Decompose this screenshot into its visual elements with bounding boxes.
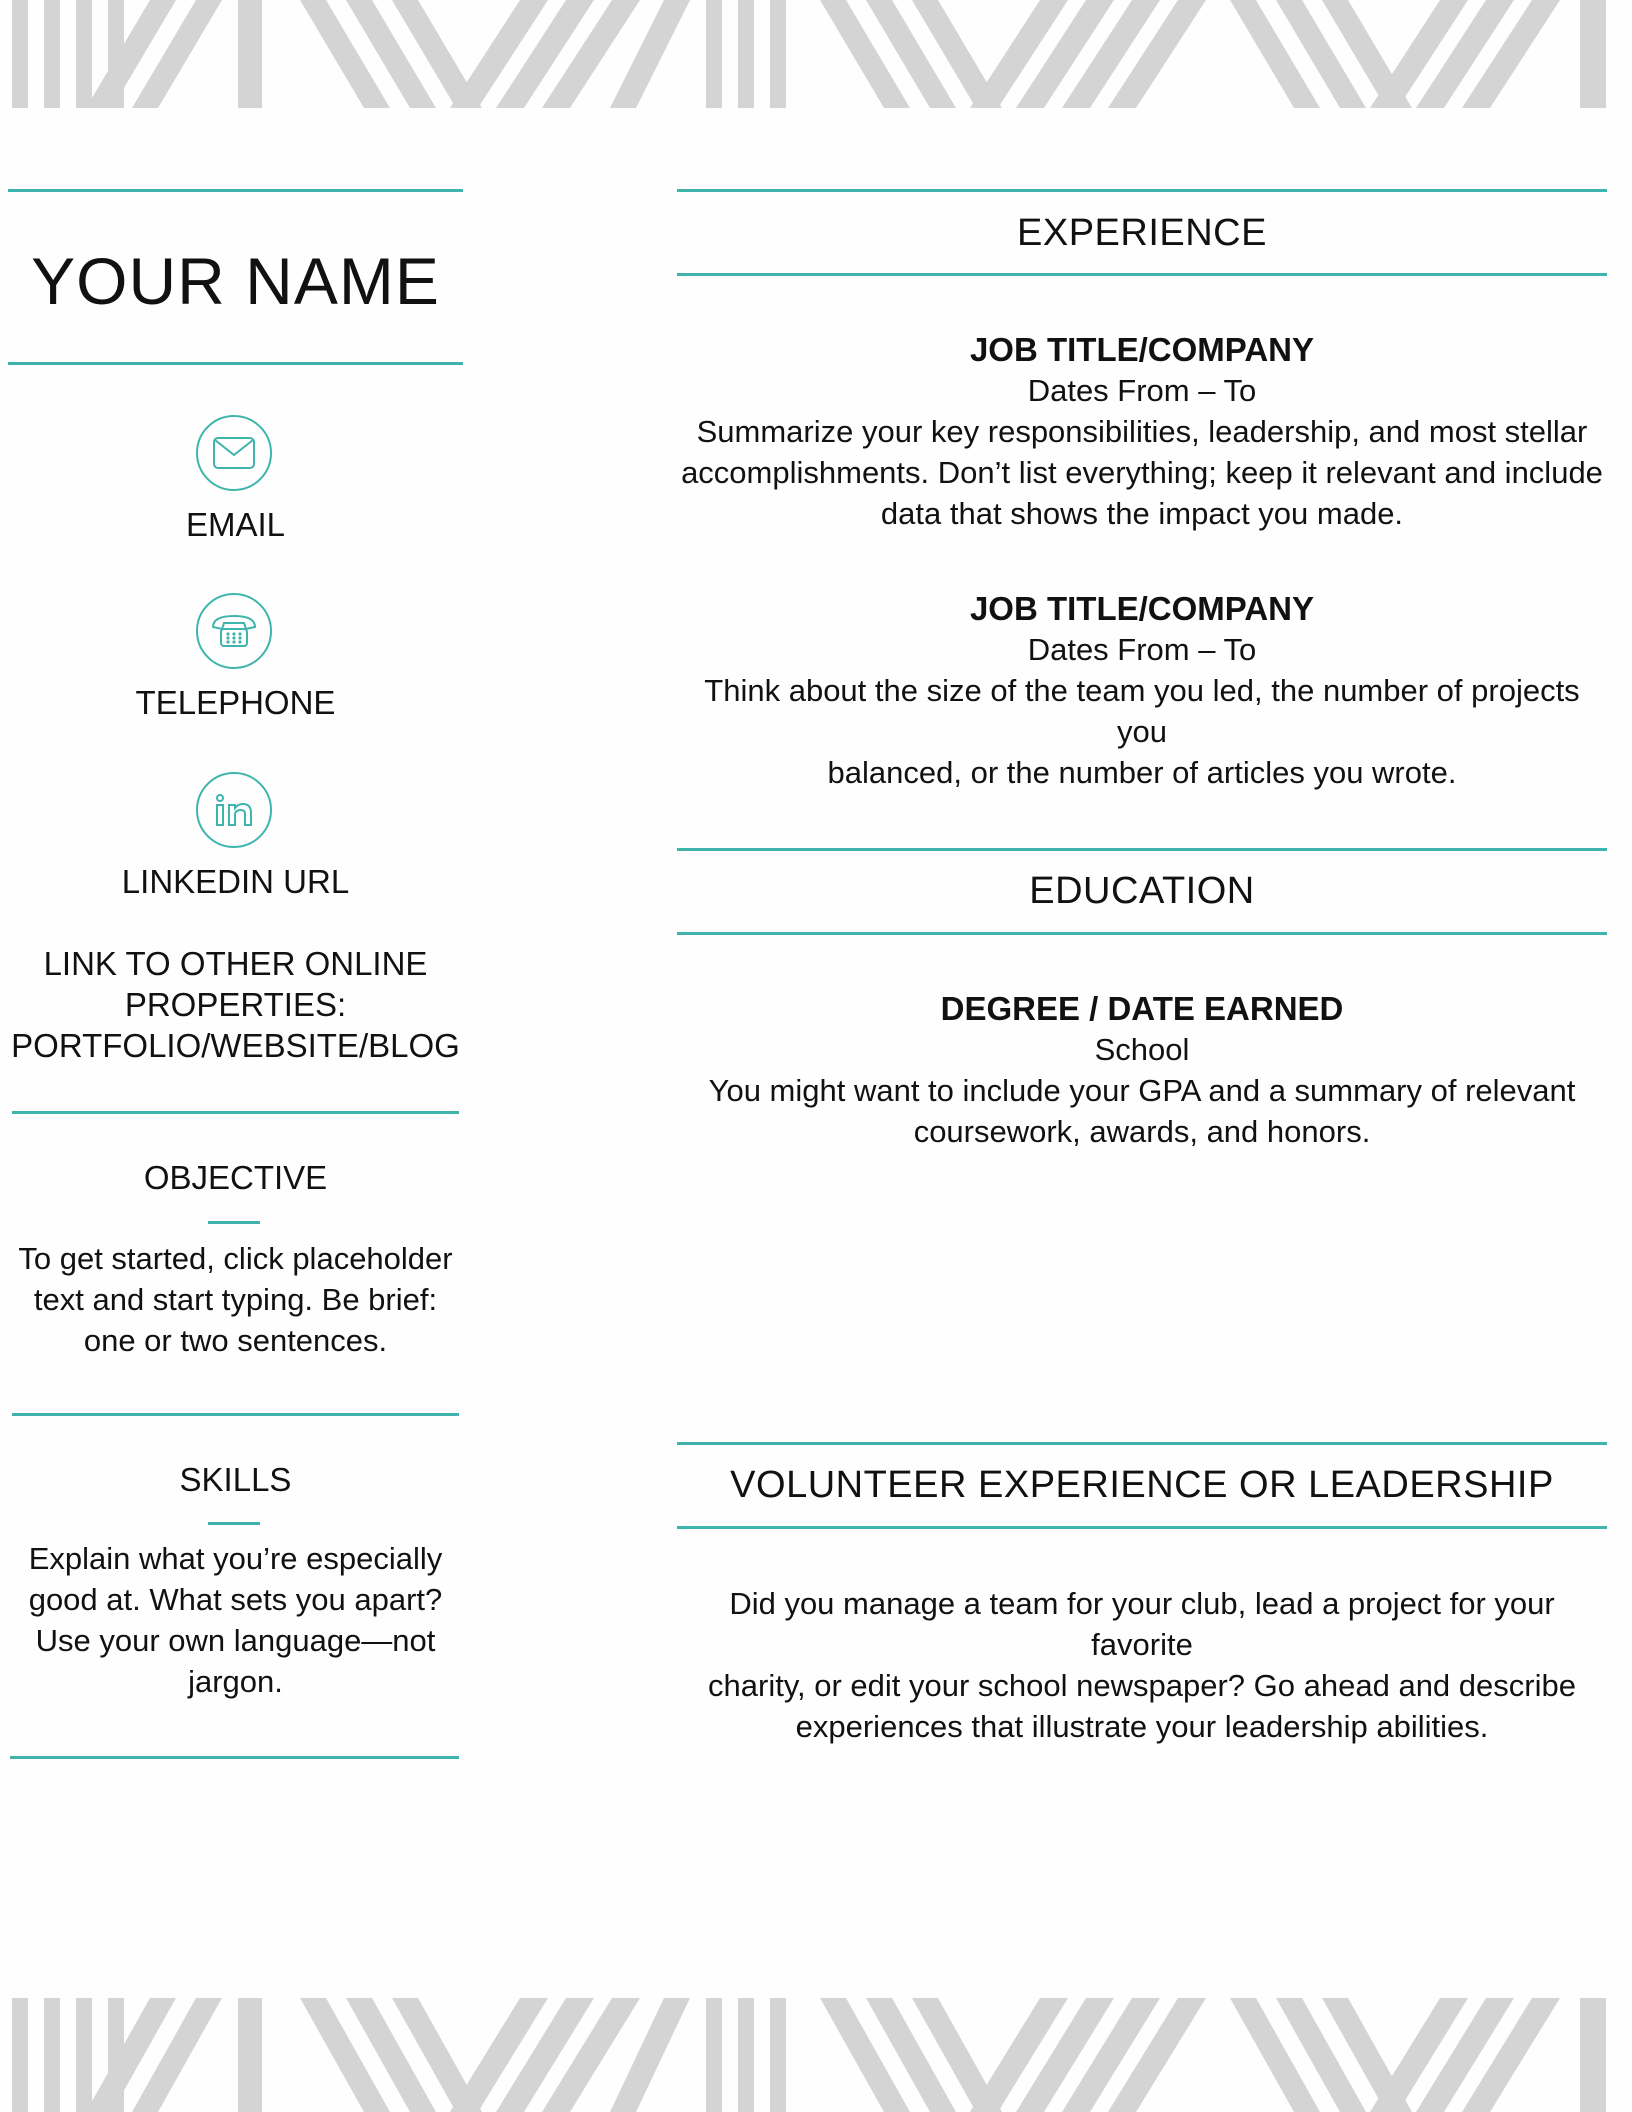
telephone-label[interactable]: TELEPHONE — [135, 684, 336, 721]
skills-top-rule — [12, 1413, 459, 1416]
job-description-line: balanced, or the number of articles you wrote. — [827, 755, 1457, 790]
objective-short-rule — [208, 1221, 260, 1224]
other-links-line: PORTFOLIO/WEBSITE/BLOG — [11, 1027, 460, 1064]
job-description-line: accomplishments. Don’t list everything; keep it relevant and include — [681, 455, 1603, 490]
other-links-line: PROPERTIES: — [124, 986, 347, 1023]
linkedin-icon — [196, 772, 272, 848]
envelope-icon — [196, 415, 272, 491]
objective-line: one or two sentences. — [83, 1323, 388, 1358]
objective-top-rule — [12, 1111, 459, 1114]
skills-text[interactable] — [8, 1538, 463, 1702]
school-name: School — [1094, 1032, 1190, 1067]
skills-bottom-rule — [10, 1756, 459, 1759]
bottom-decorative-band — [0, 1998, 1632, 2112]
job-description-line: Think about the size of the team you led, the number of projects you — [704, 673, 1580, 749]
skills-line: Use your own language—not — [35, 1623, 436, 1658]
job-title: JOB TITLE/COMPANY — [969, 590, 1315, 627]
education-top-rule — [677, 848, 1607, 851]
job-dates: Dates From – To — [1027, 373, 1257, 408]
objective-text[interactable] — [8, 1238, 463, 1361]
education-entry[interactable] — [677, 988, 1607, 1152]
education-bottom-rule — [677, 932, 1607, 935]
telephone-icon — [196, 593, 272, 669]
email-label[interactable]: EMAIL — [185, 506, 286, 543]
job-entry[interactable] — [677, 588, 1607, 793]
volunteer-description-line: experiences that illustrate your leadership abilities. — [795, 1709, 1489, 1744]
other-links-line: LINK TO OTHER ONLINE — [43, 945, 428, 982]
other-links-block[interactable] — [8, 943, 463, 1066]
top-decorative-band — [0, 0, 1632, 108]
volunteer-top-rule — [677, 1442, 1607, 1445]
linkedin-url-label[interactable]: LINKEDIN URL — [121, 863, 350, 900]
objective-heading: OBJECTIVE — [143, 1159, 328, 1196]
volunteer-bottom-rule — [677, 1526, 1607, 1529]
degree-title: DEGREE / DATE EARNED — [940, 990, 1344, 1027]
name-bottom-rule — [8, 362, 463, 365]
experience-top-rule — [677, 189, 1607, 192]
your-name[interactable]: YOUR NAME — [31, 244, 440, 318]
volunteer-description-line: Did you manage a team for your club, lead a project for your favorite — [729, 1586, 1555, 1662]
volunteer-entry[interactable] — [677, 1583, 1607, 1747]
job-description-line: Summarize your key responsibilities, leadership, and most stellar — [696, 414, 1588, 449]
experience-bottom-rule — [677, 273, 1607, 276]
name-top-rule — [8, 189, 463, 192]
skills-line: good at. What sets you apart? — [28, 1582, 443, 1617]
job-description-line: data that shows the impact you made. — [880, 496, 1404, 531]
bottom-band-stripes — [0, 1998, 1632, 2112]
job-dates: Dates From – To — [1027, 632, 1257, 667]
top-band-stripes — [0, 0, 1632, 108]
experience-heading: EXPERIENCE — [1017, 212, 1267, 254]
objective-line: To get started, click placeholder — [18, 1241, 453, 1276]
job-entry[interactable] — [677, 329, 1607, 534]
skills-short-rule — [208, 1522, 260, 1525]
skills-line: Explain what you’re especially — [28, 1541, 443, 1576]
education-description-line: You might want to include your GPA and a summary of relevant — [708, 1073, 1576, 1108]
education-description-line: coursework, awards, and honors. — [913, 1114, 1371, 1149]
education-heading: EDUCATION — [1029, 870, 1255, 912]
job-title: JOB TITLE/COMPANY — [969, 331, 1315, 368]
objective-line: text and start typing. Be brief: — [33, 1282, 438, 1317]
skills-heading: SKILLS — [179, 1461, 292, 1498]
volunteer-description-line: charity, or edit your school newspaper? Go ahead and describe — [708, 1668, 1576, 1703]
volunteer-heading: VOLUNTEER EXPERIENCE OR LEADERSHIP — [730, 1464, 1554, 1506]
skills-line: jargon. — [188, 1664, 283, 1699]
